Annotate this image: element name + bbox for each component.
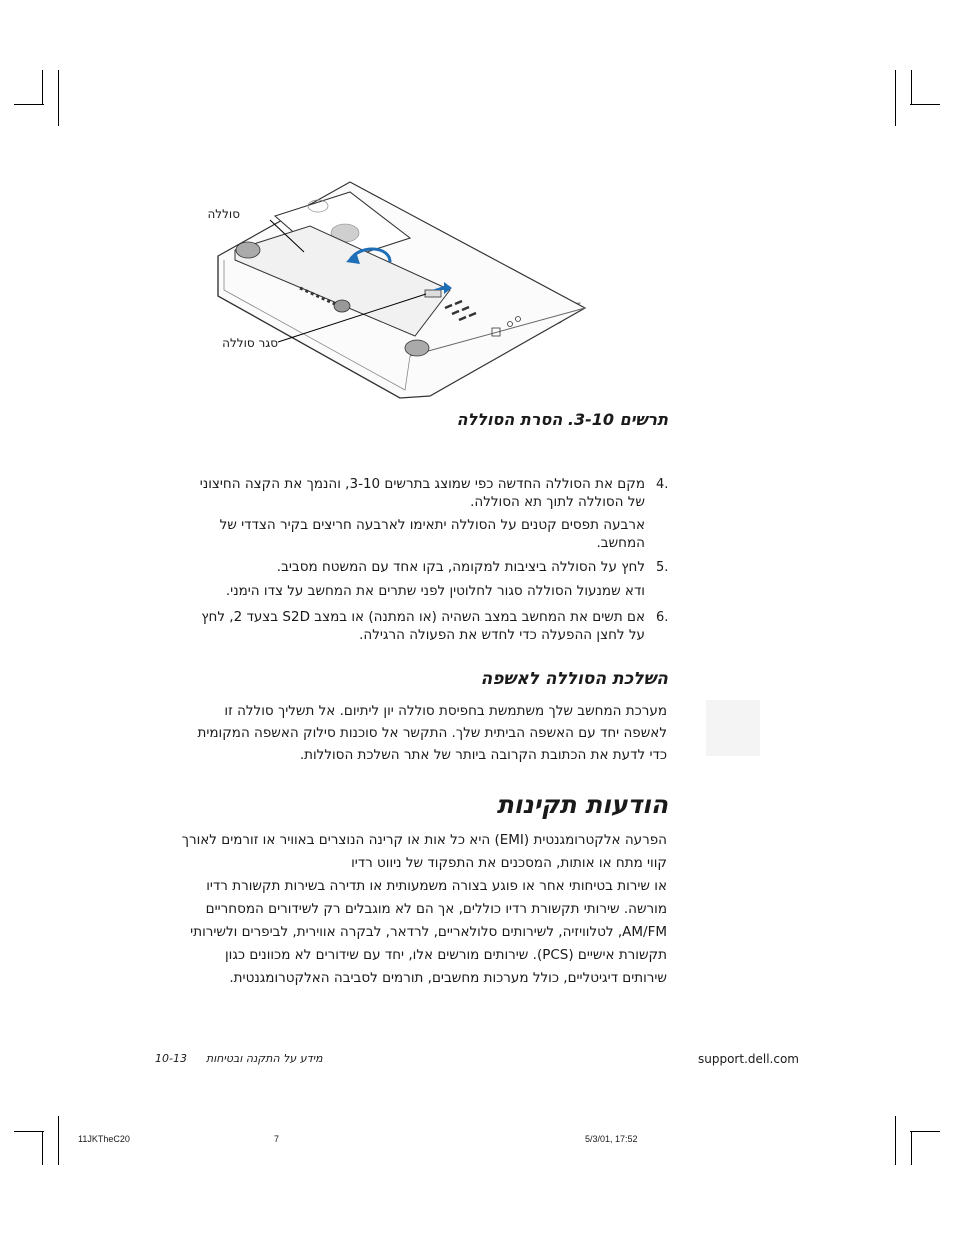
figure-label-battery-latch: סגר סוללה xyxy=(222,336,278,350)
section-heading: השלכת הסוללה לאשפה xyxy=(480,669,668,689)
side-tab xyxy=(706,700,760,756)
figure-caption: תרשים 3-10. הסרת הסוללה xyxy=(456,410,668,429)
crop-mark xyxy=(910,1131,940,1132)
slug-file: 11JKTheC20 xyxy=(78,1134,130,1144)
step-line: על לחצן ההפעלה כדי לחדש את הפעולה הרגילה. xyxy=(359,627,645,643)
crop-mark xyxy=(58,70,59,126)
step-line: מקם את הסוללה החדשה כפי שמוצג בתרשים 3-10, והנמך את הקצה החיצוני xyxy=(199,476,645,492)
footer-page-ref xyxy=(155,1052,323,1065)
crop-mark xyxy=(910,104,940,105)
footer-page-number: 10-13 xyxy=(155,1052,187,1065)
paragraph-line: או שירות בטיחותי אחר או פוגע בצורה משמעותית או תדירה בשירות תקשורת רדיו xyxy=(206,878,667,894)
crop-mark xyxy=(911,70,912,104)
crop-mark xyxy=(42,70,43,104)
step-line: המחשב. xyxy=(596,535,645,551)
crop-mark xyxy=(14,1131,44,1132)
list-item xyxy=(150,475,645,511)
footer-url: support.dell.com xyxy=(698,1052,799,1066)
step-line: אם תשים את המחשב במצב השהיה (או המתנה) או במצב S2D בצעד 2, לחץ xyxy=(201,609,645,625)
slug-date: 5/3/01, 17:52 xyxy=(585,1134,638,1144)
paragraph-line: לאשפה יחד עם האשפה הביתית שלך. התקשר אל סוכנות סילוק האשפה המקומית xyxy=(197,725,667,741)
step-line: לחץ על הסוללה ביציבות למקומה, בקו אחד עם המשטח מסביב. xyxy=(276,559,645,575)
list-item xyxy=(150,582,645,600)
slug-page: 7 xyxy=(274,1134,280,1144)
step-line: ודא שמנעול הסוללה סגור לחלוטין לפני שתרים את המחשב על צדו הימני. xyxy=(225,583,645,599)
step-number: 6. xyxy=(656,610,669,625)
paragraph-line: AM/FM, לטלוויזיה, לשירותים סלולאריים, לרדאר, לבקרה אווירית, לביפרים ולשירותי xyxy=(190,924,667,940)
paragraph-line: מורשה. שירותי תקשורת רדיו כוללים, אך הם לא מוגבלים רק לשידורים המסחריים xyxy=(205,901,667,917)
paragraph-line: תקשורת אישיים (PCS). שירותים מורשים אלו, יחד עם שידורים לא מכוונים כגון xyxy=(224,947,667,963)
paragraph-line: הפרעה אלקטרומגנטית (EMI) היא כל אות או קרינה הנוצרים באוויר או זורמים לאורך xyxy=(181,832,667,848)
crop-mark xyxy=(58,1116,59,1165)
paragraph-line: שירותים דיגיטליים, כולל מערכות מחשבים, תורמים לסביבה האלקטרומגנטית. xyxy=(229,970,667,986)
crop-mark xyxy=(895,1116,896,1165)
crop-mark xyxy=(895,70,896,126)
list-item xyxy=(150,516,645,552)
list-item xyxy=(150,558,645,576)
battery-removal-illustration xyxy=(200,178,600,403)
crop-mark xyxy=(14,104,44,105)
step-line: ארבעה תפסים קטנים על הסוללה יתאימו לארבעה חריצים בקיר הצדדי של xyxy=(219,517,645,533)
crop-mark xyxy=(911,1131,912,1165)
figure-label-battery: סוללה xyxy=(207,207,240,221)
paragraph-line: כדי לדעת את הכתובת הקרובה ביותר של אתר השלכת הסוללות. xyxy=(299,747,667,763)
regulatory-paragraph xyxy=(150,829,667,990)
footer-section-title: מידע על התקנה ובטיחות xyxy=(205,1052,323,1065)
list-item xyxy=(150,608,645,644)
crop-mark xyxy=(42,1131,43,1165)
paragraph-line: מערכת המחשב שלך משתמשת בחפיסת סוללה יון ליתיום. אל תשליך סוללה זו xyxy=(224,703,667,719)
disposal-paragraph xyxy=(150,700,667,766)
step-line: של הסוללה לתוך תא הסוללה. xyxy=(470,494,645,510)
step-number: 5. xyxy=(656,560,669,575)
step-number: 4. xyxy=(656,477,669,492)
paragraph-line: קווי מתח או אותות, המסכנים את התפקוד של ניווט רדיו xyxy=(351,855,667,871)
page-title: הודעות תקינות xyxy=(496,790,668,819)
